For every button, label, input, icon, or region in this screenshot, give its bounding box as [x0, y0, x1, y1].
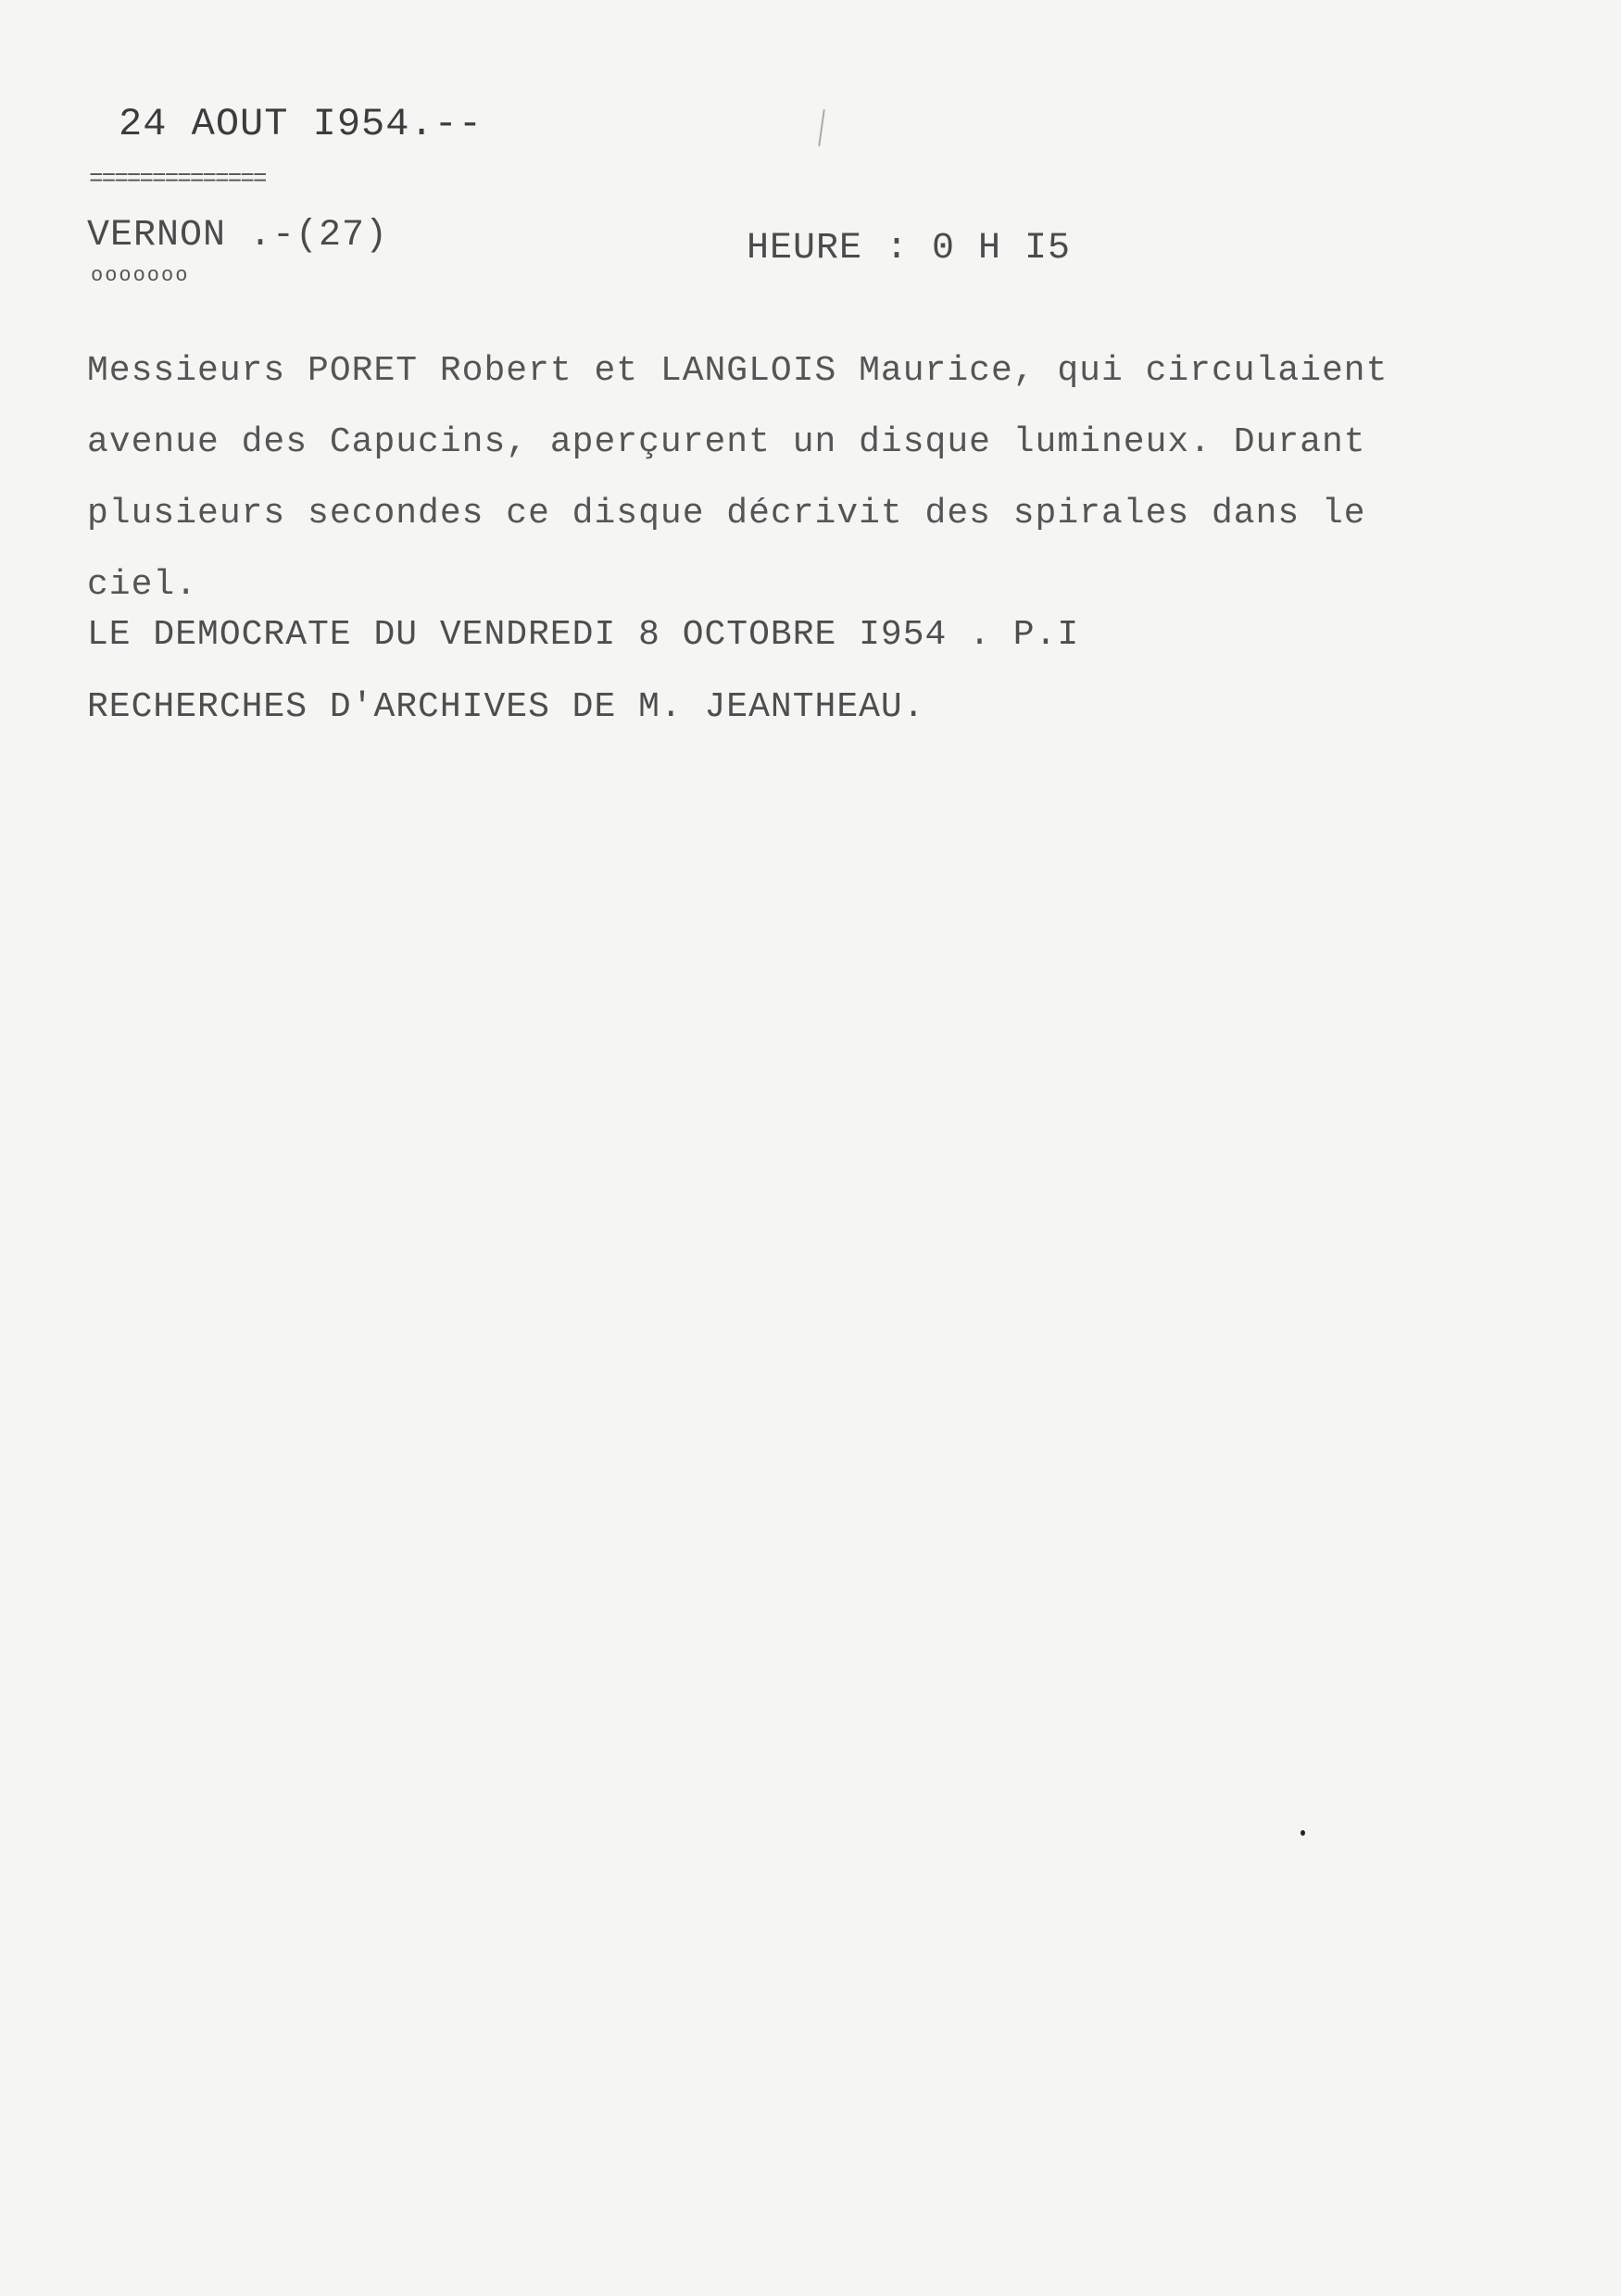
report-date: 24 AOUT I954.--	[119, 102, 484, 146]
archive-credit: RECHERCHES D'ARCHIVES DE M. JEANTHEAU.	[87, 687, 925, 727]
margin-mark	[818, 109, 825, 146]
body-line: Messieurs PORET Robert et LANGLOIS Maurice, qui circulaient	[87, 351, 1389, 391]
location-underline: ooooooo	[91, 264, 190, 287]
source-citation: LE DEMOCRATE DU VENDREDI 8 OCTOBRE I954 . P.I	[87, 615, 1080, 655]
body-line: avenue des Capucins, aperçurent un disque lumineux. Durant	[87, 422, 1366, 462]
ink-speck	[1301, 1830, 1305, 1836]
report-location: VERNON .-(27)	[87, 215, 389, 257]
report-time: HEURE : 0 H I5	[747, 228, 1072, 270]
body-line: plusieurs secondes ce disque décrivit des spirales dans le	[87, 494, 1366, 533]
report-body	[87, 335, 1569, 621]
date-underline: ==============	[89, 165, 266, 193]
body-line: ciel.	[87, 565, 198, 605]
